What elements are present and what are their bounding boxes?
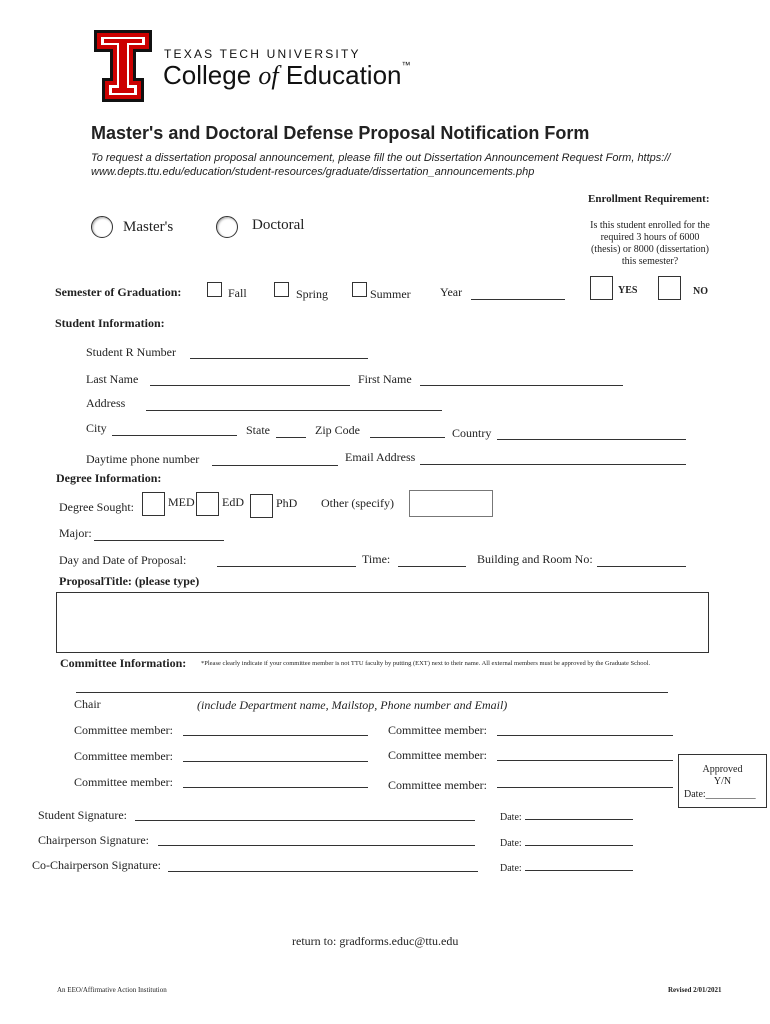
eeo-statement: An EEO/Affirmative Action Institution xyxy=(57,986,167,994)
return-address: return to: gradforms.educ@ttu.edu xyxy=(292,934,459,948)
first-name-input-line[interactable] xyxy=(420,385,623,386)
trademark: ™ xyxy=(401,60,411,70)
country-label: Country xyxy=(452,426,492,440)
last-name-label: Last Name xyxy=(86,372,139,386)
chair-signature-line[interactable] xyxy=(158,845,475,846)
member-3-input-line[interactable] xyxy=(183,761,368,762)
member-5-input-line[interactable] xyxy=(183,787,368,788)
email-input-line[interactable] xyxy=(420,464,686,465)
chair-date-label: Date: xyxy=(500,838,522,849)
zip-label: Zip Code xyxy=(315,423,360,437)
spring-checkbox[interactable] xyxy=(274,282,289,297)
member-4-input-line[interactable] xyxy=(497,760,673,761)
college-prefix: College xyxy=(163,60,259,90)
major-input-line[interactable] xyxy=(94,540,224,541)
chair-input-line[interactable] xyxy=(76,692,668,693)
proposal-date-input-line[interactable] xyxy=(217,566,356,567)
zip-input-line[interactable] xyxy=(370,437,445,438)
member-4-label: Committee member: xyxy=(388,748,487,762)
edd-label: EdD xyxy=(222,495,244,509)
r-number-label: Student R Number xyxy=(86,345,176,359)
approved-label: Approved xyxy=(702,764,743,775)
room-label: Building and Room No: xyxy=(477,552,593,566)
city-input-line[interactable] xyxy=(112,435,237,436)
cochair-signature-label: Co-Chairperson Signature: xyxy=(32,858,161,872)
approved-yn: Y/N xyxy=(713,776,732,787)
college-of: of xyxy=(258,61,279,90)
form-intro-line1: To request a dissertation proposal announcement, please fill the out Dissertation Announcement Request Form, https:// xyxy=(91,152,671,164)
chair-hint: (include Department name, Mailstop, Phone number and Email) xyxy=(197,698,508,712)
r-number-input-line[interactable] xyxy=(190,358,368,359)
edd-checkbox[interactable] xyxy=(196,492,219,516)
country-input-line[interactable] xyxy=(497,439,686,440)
time-input-line[interactable] xyxy=(398,566,466,567)
room-input-line[interactable] xyxy=(597,566,686,567)
yes-checkbox[interactable] xyxy=(590,276,613,300)
member-2-label: Committee member: xyxy=(388,723,487,737)
degree-sought-label: Degree Sought: xyxy=(59,500,134,514)
student-signature-line[interactable] xyxy=(135,820,475,821)
proposal-date-label: Day and Date of Proposal: xyxy=(59,553,187,567)
chair-label: Chair xyxy=(74,697,101,711)
form-intro-line2: www.depts.ttu.edu/education/student-resources/graduate/dissertation_announcements.php xyxy=(91,166,535,178)
member-1-input-line[interactable] xyxy=(183,735,368,736)
yes-label: YES xyxy=(618,285,638,296)
student-info-heading: Student Information: xyxy=(55,316,165,330)
state-input-line[interactable] xyxy=(276,437,306,438)
member-6-label: Committee member: xyxy=(388,778,487,792)
cochair-signature-line[interactable] xyxy=(168,871,478,872)
phone-label: Daytime phone number xyxy=(86,452,200,466)
enrollment-q3: (thesis) or 8000 (dissertation) xyxy=(590,244,710,255)
doctoral-label: Doctoral xyxy=(252,217,305,233)
phd-label: PhD xyxy=(276,496,298,510)
year-label: Year xyxy=(440,285,463,299)
double-t-icon xyxy=(92,28,154,104)
revised-date: Revised 2/01/2021 xyxy=(668,986,722,994)
enrollment-q2: required 3 hours of 6000 xyxy=(600,232,700,243)
student-signature-label: Student Signature: xyxy=(38,808,127,822)
fall-label: Fall xyxy=(228,286,247,300)
proposal-title-input[interactable] xyxy=(56,592,709,653)
masters-radio[interactable] xyxy=(91,216,113,238)
chair-signature-label: Chairperson Signature: xyxy=(38,833,149,847)
last-name-input-line[interactable] xyxy=(150,385,350,386)
enrollment-heading: Enrollment Requirement: xyxy=(588,193,710,205)
college-suffix: Education xyxy=(278,60,402,90)
phone-input-line[interactable] xyxy=(212,465,338,466)
year-input-line[interactable] xyxy=(471,299,565,300)
masters-label: Master's xyxy=(123,219,174,235)
member-2-input-line[interactable] xyxy=(497,735,673,736)
degree-info-heading: Degree Information: xyxy=(56,471,162,485)
state-label: State xyxy=(246,423,270,437)
committee-note: *Please clearly indicate if your committee member is not TTU faculty by putting (EXT) next to their name. All external members must be approved by the Graduate School. xyxy=(201,660,651,667)
chair-date-line[interactable] xyxy=(525,845,633,846)
no-checkbox[interactable] xyxy=(658,276,681,300)
med-checkbox[interactable] xyxy=(142,492,165,516)
other-label: Other (specify) xyxy=(321,496,394,510)
doctoral-radio[interactable] xyxy=(216,216,238,238)
university-name: TEXAS TECH UNIVERSITY xyxy=(164,47,361,61)
no-label: NO xyxy=(693,286,708,297)
member-5-label: Committee member: xyxy=(74,775,173,789)
other-input[interactable] xyxy=(409,490,493,517)
summer-label: Summer xyxy=(370,287,411,301)
summer-checkbox[interactable] xyxy=(352,282,367,297)
student-date-label: Date: xyxy=(500,812,522,823)
first-name-label: First Name xyxy=(358,372,412,386)
member-6-input-line[interactable] xyxy=(497,787,673,788)
cochair-date-line[interactable] xyxy=(525,870,633,871)
email-label: Email Address xyxy=(345,450,416,464)
enrollment-q1: Is this student enrolled for the xyxy=(590,220,710,231)
student-date-line[interactable] xyxy=(525,819,633,820)
semester-label: Semester of Graduation: xyxy=(55,285,182,299)
spring-label: Spring xyxy=(296,287,329,301)
approval-box xyxy=(678,754,767,808)
time-label: Time: xyxy=(362,552,391,566)
enrollment-question xyxy=(580,220,720,268)
member-3-label: Committee member: xyxy=(74,749,173,763)
enrollment-q4: this semester? xyxy=(621,256,679,267)
approved-date[interactable]: Date:__________ xyxy=(684,789,756,800)
address-input-line[interactable] xyxy=(146,410,442,411)
city-label: City xyxy=(86,421,107,435)
ttu-logo xyxy=(92,28,154,104)
fall-checkbox[interactable] xyxy=(207,282,222,297)
med-label: MED xyxy=(168,495,195,509)
form-title: Master's and Doctoral Defense Proposal Notification Form xyxy=(91,123,590,143)
major-label: Major: xyxy=(59,526,92,540)
proposal-title-label: ProposalTitle: (please type) xyxy=(59,574,200,588)
committee-heading: Committee Information: xyxy=(60,656,187,670)
address-label: Address xyxy=(86,396,126,410)
college-name xyxy=(163,60,411,91)
member-1-label: Committee member: xyxy=(74,723,173,737)
phd-checkbox[interactable] xyxy=(250,494,273,518)
cochair-date-label: Date: xyxy=(500,863,522,874)
